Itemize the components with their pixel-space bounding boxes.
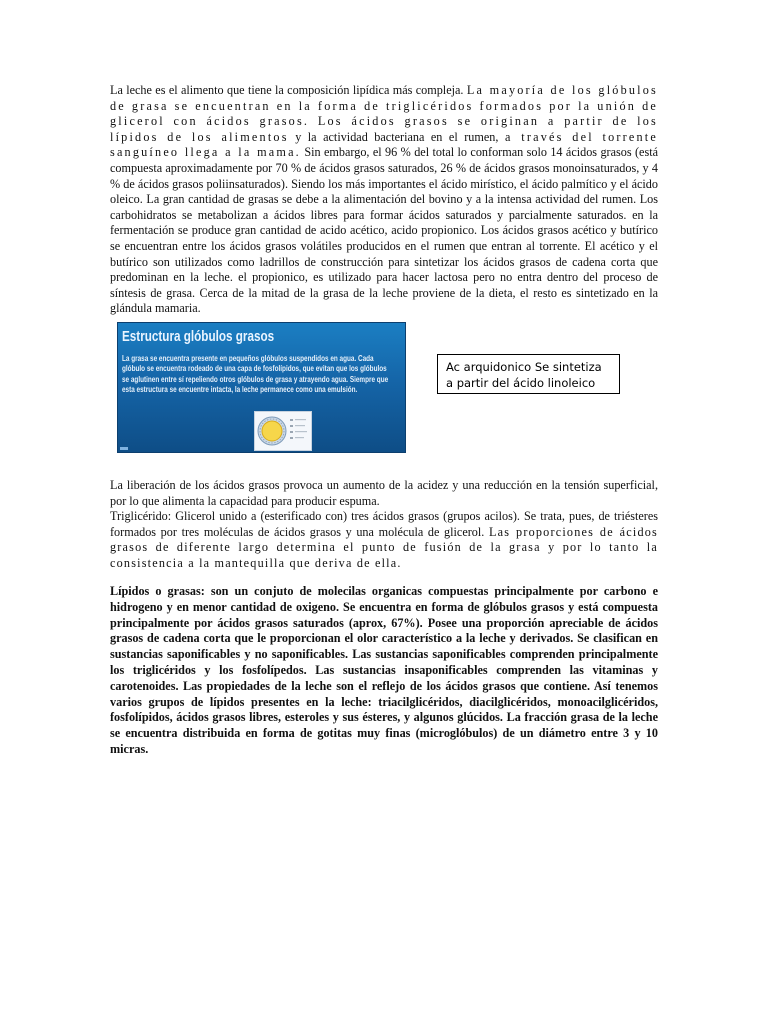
fat-globule-diagram (254, 411, 312, 451)
globule-illustration (257, 414, 309, 448)
annotation-box: Ac arquidonico Se sintetiza a partir del ácido linoleico (437, 354, 620, 394)
p2-sentence-1: La liberación de los ácidos grasos provoca un aumento de la acidez y una reducción en la tensión superficial, por lo que alimenta la capacidad para producir espuma. (110, 478, 658, 508)
slide-corner-mark (120, 447, 128, 450)
fat-globule-slide-image (117, 322, 406, 453)
p1-sentence-3: y la actividad bacteriana en el rumen, (295, 129, 499, 144)
p2-sentence-2: Triglicérido: Glicerol unido a (esterificado con) tres ácidos grasos (grupos acilos). Se trata, pues, de triésteres formados por tres moléculas de ácidos grasos y una molécula de glicerol. (110, 509, 658, 539)
paragraph-fatty-acid-release (110, 478, 658, 572)
p1-sentence-4: a través del torrente sanguíneo llega a la mama. (110, 129, 659, 160)
p2-sentence-3: Las proporciones de ácidos grasos de diferente largo determina el punto de fusión de la grasa y por lo tanto la consistencia a la mantequilla que deriva de ella. (110, 524, 658, 570)
paragraph-lipids-definition: Lípidos o grasas: son un conjuto de molecilas organicas compuestas principalmente por carbono e hidrogeno y en menor cantidad de oxigeno. Se encuentra en forma de glóbulos grasos y está compuesta principalmente por ácidos grasos saturados (aprox, 67%). Posee una proporción apreciable de ácidos grasos de cadena corta que le proporcionan el olor característico a la leche y derivados. Se clasifican en sustancias saponificables y no saponificables. Las sustancias saponificables comprenden principalmente los triglicéridos y los fosfolípedos. Las sustancias insaponificables comprenden las vitaminas y carotenoides. Las propiedades de la leche son el reflejo de los ácidos grasos que contiene. Así tenemos varios grupos de lípidos presentes en la leche: triacilglicéridos, diacilglicéridos, monoacilglicéridos, fosfolípidos, ácidos grasos libres, esteroles y sus ésteres, y algunos glúcidos. La fracción grasa de la leche se encuentra distribuida en forma de gotitas muy finas (microglóbulos) de un diámetro entre 3 y 10 micras. (110, 584, 658, 756)
p1-sentence-5: Sin embargo, el 96 % del total lo conforman solo 14 ácidos grasos (está compuesta aproximadamente por 70 % de ácidos grasos saturados, 26 % de ácidos grasos monoinsaturados, y 4 % de ácidos grasos poliinsaturados). Siendo los más importantes el ácido mirístico, el ácido palmítico y el ácido oleico. La gran cantidad de grasas se debe a la alimentación del bovino y a la intensa actividad del rumen. Los carbohidratos se metabolizan a ácidos libres para formar ácidos saturados y parcialmente saturados. en la fermentación se produce gran cantidad de acido acético, acido propionico. Los ácidos grasos acético y butírico se encuentran entre los ácidos grasos volátiles producidos en el rumen que entran al torrente. El acético y el butírico son utilizados como ladrillos de construcción para sintetizar los ácidos grasos de cadena corta que predominan en la leche. el propionico, es utilizado para hacer lactosa pero no entra dentro del proceso de síntesis de grasa. Cerca de la mitad de la grasa de la leche proviene de la dieta, el resto es sintetizado en la glándula mamaria. (110, 145, 659, 316)
p1-sentence-2: La mayoría de los glóbulos de grasa se encuentran en la forma de triglicéridos formados por la unión de glicerol con ácidos grasos. Los ácidos grasos se originan a partir de los lípidos de los alimentos (110, 83, 658, 144)
slide-title: Estructura glóbulos grasos (122, 328, 275, 345)
p1-sentence-1: La leche es el alimento que tiene la composición lipídica más compleja. (110, 83, 464, 97)
paragraph-milk-lipids (110, 83, 658, 317)
slide-body-text: La grasa se encuentra presente en pequeños glóbulos suspendidos en agua. Cada glóbulo se encuentra rodeado de una capa de fosfolípidos, que evitan que los glóbulos se aglutinen entre sí repeliendo otros glóbulos de grasa y atrayendo agua. Siempre que esta estructura se encuentre intacta, la leche permanece como una emulsión. (122, 354, 389, 395)
